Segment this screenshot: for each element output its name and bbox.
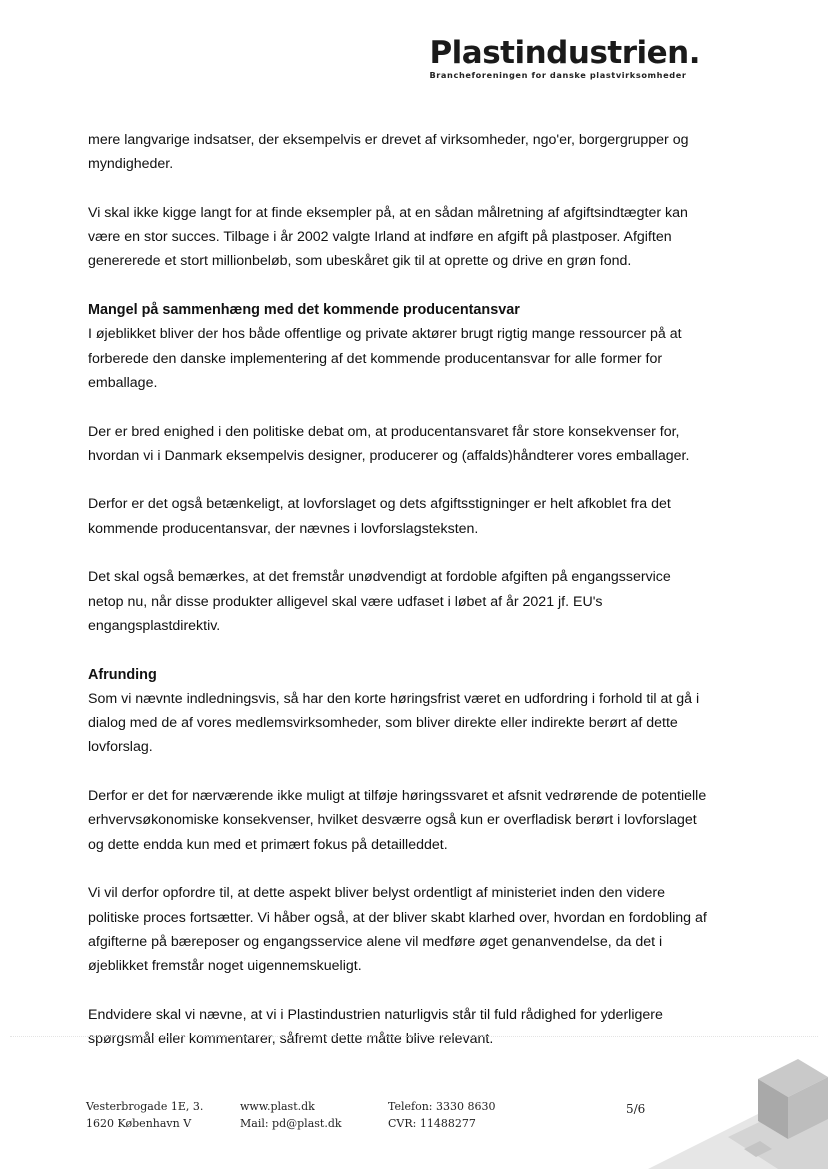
cvr-number: CVR: 11488277 xyxy=(388,1117,476,1130)
page-number: 5/6 xyxy=(626,1102,646,1116)
paragraph: Endvidere skal vi nævne, at vi i Plastindustrien naturligvis står til fuld rådighed for yderligere spørgsmål eller kommentarer, såfremt dette måtte blive relevant. xyxy=(88,1006,663,1047)
address-line: Vesterbrogade 1E, 3. xyxy=(86,1100,204,1113)
paragraph: Det skal også bemærkes, at det fremstår unødvendigt at fordoble afgiften på engangsservice netop nu, når disse produkter alligevel skal være udfaset i løbet af år 2021 jf. EU's engangsplastdirektiv. xyxy=(88,569,671,634)
paragraph: Derfor er det for nærværende ikke muligt at tilføje høringssvaret et afsnit vedrørende de potentielle erhvervsøkonomiske konsekvenser, hvilket desværre også kun er overfladisk berørt i lovforslaget og dette endda kun med et primært fokus på detailleddet. xyxy=(88,788,707,853)
address-line: 1620 København V xyxy=(86,1117,192,1130)
paragraph: Som vi nævnte indledningsvis, så har den korte høringsfrist været en udfordring i forhold til at gå i dialog med de af vores medlemsvirksomheder, som bliver direkte eller indirekte berørt af dette lovforslag. xyxy=(88,690,700,756)
website-link[interactable]: www.plast.dk xyxy=(240,1100,315,1113)
email-link[interactable]: Mail: pd@plast.dk xyxy=(240,1117,342,1130)
footer-web xyxy=(240,1098,342,1132)
phone-number: Telefon: 3330 8630 xyxy=(388,1100,496,1113)
footer-divider xyxy=(10,1036,818,1037)
footer-address xyxy=(86,1098,203,1132)
paragraph: Der er bred enighed i den politiske debat om, at producentansvaret får store konsekvenser for, hvordan vi i Danmark eksempelvis designer, producerer og (affalds)håndterer vores emballager. xyxy=(88,423,690,464)
section-heading: Afrunding xyxy=(88,666,157,683)
letter-body xyxy=(88,128,708,1076)
plastindustrien-logo xyxy=(429,36,700,80)
logo-name: Plastindustrien. xyxy=(429,35,700,71)
paragraph: Vi vil derfor opfordre til, at dette aspekt bliver belyst ordentligt af ministeriet inden den videre politiske proces fortsætter. Vi håber også, at der bliver skabt klarhed over, hvordan en fordobling af afgifterne på bæreposer og engangsservice alene vil medføre øget genanvendelse, da det i øjeblikket fremstår noget uigennemskueligt. xyxy=(88,885,707,975)
decorative-cube-graphic xyxy=(648,1049,828,1169)
paragraph: mere langvarige indsatser, der eksempelvis er drevet af virksomheder, ngo'er, borgergrupper og myndigheder. xyxy=(88,132,689,173)
section-heading: Mangel på sammenhæng med det kommende producentansvar xyxy=(88,302,520,319)
paragraph: Vi skal ikke kigge langt for at finde eksempler på, at en sådan målretning af afgiftsindtægter kan være en stor succes. Tilbage i år 2002 valgte Irland at indføre en afgift på plastposer. Afgiften genererede et stort millionbeløb, som ubeskåret gik til at oprette og drive en grøn fond. xyxy=(88,204,688,270)
logo-tagline: Brancheforeningen for danske plastvirksomheder xyxy=(429,70,687,80)
paragraph: I øjeblikket bliver der hos både offentlige og private aktører brugt rigtig mange ressourcer på at forberede den danske implementering af det kommende producentansvar for alle former for emballage. xyxy=(88,326,682,391)
paragraph: Derfor er det også betænkeligt, at lovforslaget og dets afgiftsstigninger er helt afkoblet fra det kommende producentansvar, der nævnes i lovforslagsteksten. xyxy=(88,496,671,537)
footer-contact xyxy=(388,1098,496,1132)
